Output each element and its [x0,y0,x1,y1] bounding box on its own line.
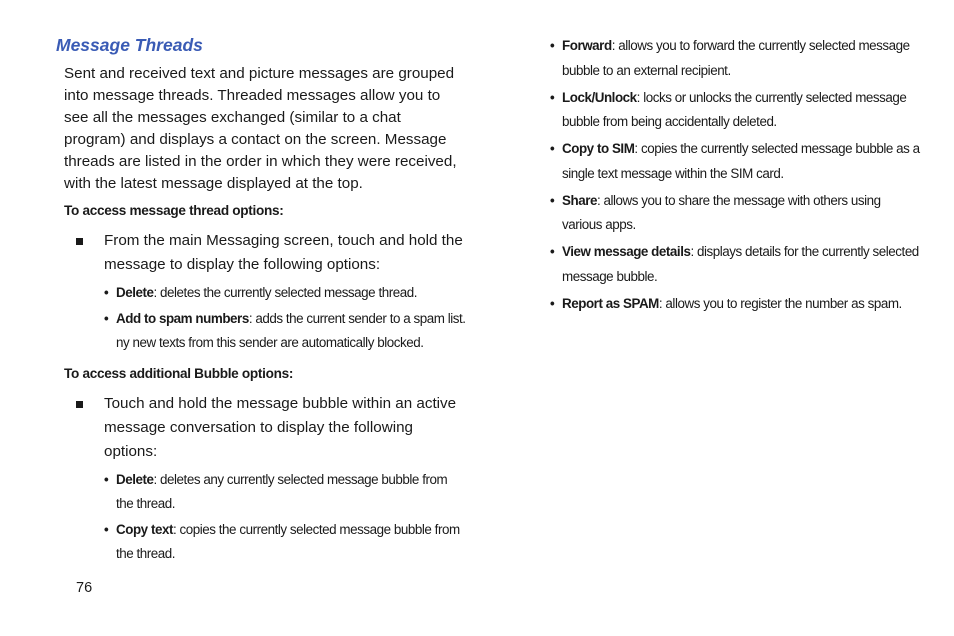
option-desc: : allows you to register the number as spam. [658,295,902,311]
bullet-dot-icon: • [550,295,555,311]
option-desc: : copies the currently selected message bubble from the thread. [116,521,460,561]
option-desc: : deletes the currently selected message thread. [153,285,417,300]
option-term: Share [562,192,597,208]
bubble-options-list [104,468,466,567]
bullet-dot-icon: • [550,38,555,53]
option-term: View message details [562,244,691,259]
intro-paragraph: Sent and received text and picture messages are grouped into message threads. Threaded messages allow you to see all the messages exchanged (similar to a chat program) and displays a contact on the screen. Message threads are listed in the order in which they were received, with the latest message displayed at the top. [64,65,457,192]
list-item [104,518,466,567]
option-term: Report as SPAM [562,295,659,311]
list-item [550,86,920,135]
option-term: Delete [116,285,154,300]
page-number: 76 [76,580,93,596]
list-item [550,292,920,317]
list-item [550,137,920,186]
option-desc: : copies the currently selected message bubble as a single text message within the SIM card. [562,141,920,181]
list-item [550,240,920,289]
right-column [550,34,920,319]
thread-options-step [104,229,466,277]
list-item [550,34,920,83]
thread-options-step-text: From the main Messaging screen, touch and hold the message to display the following options: [104,232,463,273]
option-desc: : locks or unlocks the currently selected message bubble from being accidentally deleted. [562,89,907,129]
option-term: Delete [116,471,154,487]
option-desc: : displays details for the currently selected message bubble. [562,244,919,284]
bullet-dot-icon: • [550,141,555,156]
list-item [104,307,466,356]
bubble-options-list-continued [550,34,920,316]
bullet-dot-icon: • [550,192,555,208]
square-bullet-icon [76,401,83,408]
option-term: Copy to SIM [562,141,635,156]
thread-options-subhead: To access message thread options: [64,203,284,218]
bubble-options-step-text: Touch and hold the message bubble within an active message conversation to display the following options: [104,394,457,460]
option-desc: : adds the current sender to a spam list. ny new texts from this sender are automatically blocked. [116,310,466,350]
bullet-dot-icon: • [550,89,555,105]
list-item [550,189,920,238]
bullet-dot-icon: • [104,285,109,300]
option-term: Lock/Unlock [562,89,637,105]
square-bullet-icon [76,238,83,245]
option-desc: : allows you to share the message with others using various apps. [562,192,881,232]
option-term: Add to spam numbers [116,310,249,326]
bubble-options-step [104,392,466,464]
option-desc: : allows you to forward the currently selected message bubble to an external recipient. [562,38,910,78]
left-column [56,34,466,575]
option-term: Forward [562,38,612,53]
bubble-options-subhead: To access additional Bubble options: [64,365,294,381]
bullet-dot-icon: • [104,471,109,487]
option-desc: : deletes any currently selected message bubble from the thread. [116,471,448,511]
bullet-dot-icon: • [550,244,555,259]
list-item [104,281,466,306]
section-heading: Message Threads [56,35,203,55]
list-item [104,468,466,517]
bullet-dot-icon: • [104,521,109,537]
bullet-dot-icon: • [104,310,109,326]
option-term: Copy text [116,521,173,537]
thread-options-list [104,281,466,356]
